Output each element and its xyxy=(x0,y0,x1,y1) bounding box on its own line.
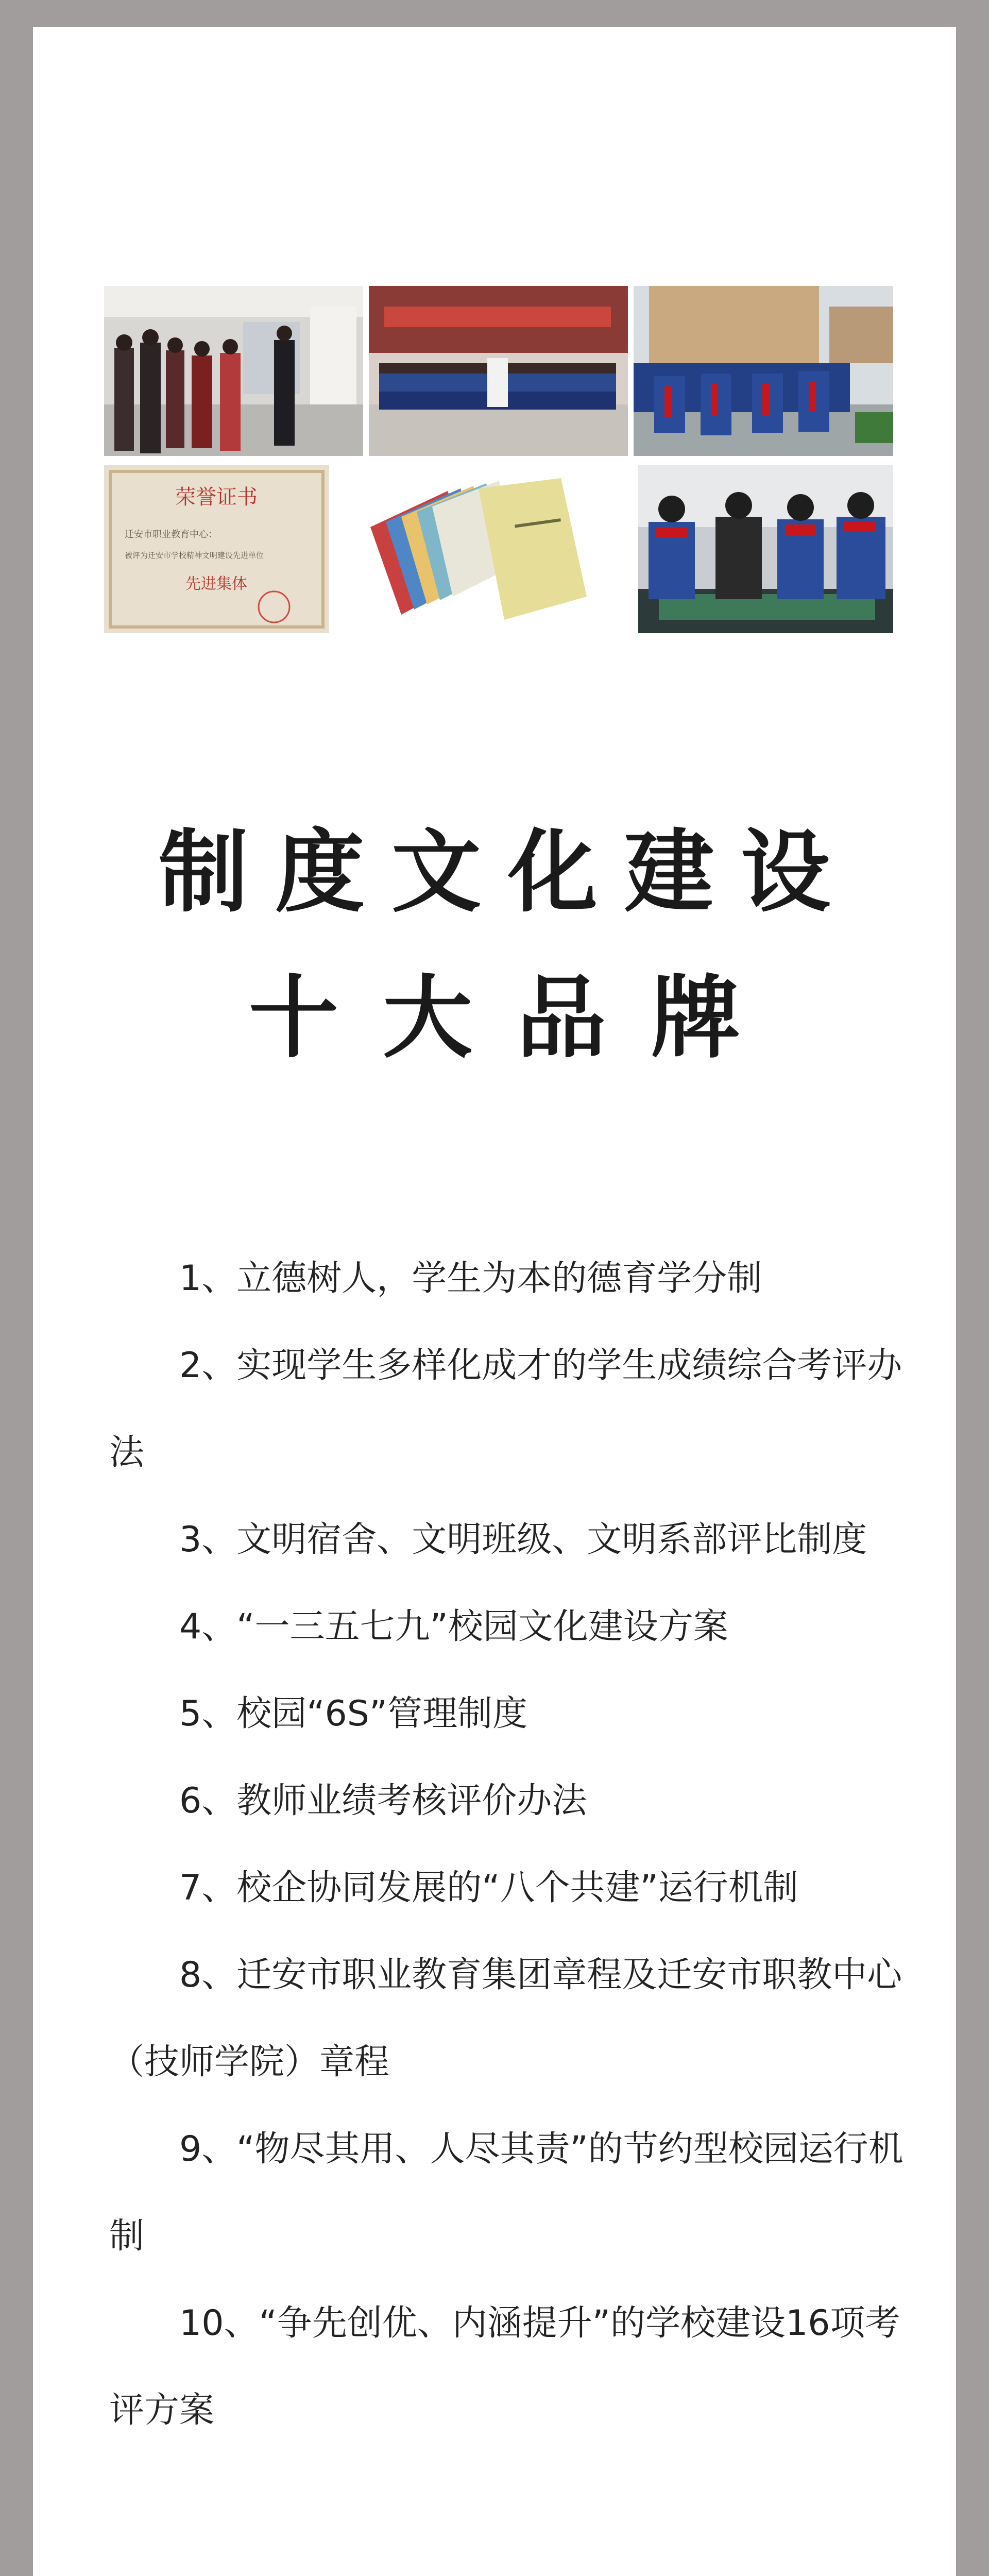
brand-list xyxy=(109,1235,913,2454)
certificate-award: 先进集体 xyxy=(185,575,247,593)
certificate-line2: 被评为迁安市学校精神文明建设先进单位 xyxy=(125,551,264,560)
photo-documents xyxy=(350,465,618,633)
title-line-1: 制度文化建设 xyxy=(158,820,857,925)
certificate-heading: 荣誉证书 xyxy=(175,485,258,509)
banner-panel xyxy=(33,27,956,2576)
photo-student-assembly xyxy=(369,286,628,456)
photo-parade xyxy=(634,286,893,456)
photo-honor-certificate xyxy=(104,465,329,633)
photo-workshop-training xyxy=(638,465,893,633)
list-item: 5、校园“6S”管理制度 xyxy=(179,1693,528,1734)
list-item: 7、校企协同发展的“八个共建”运行机制 xyxy=(179,1868,798,1908)
list-item: 10、“争先创优、内涵提升”的学校建设16项考评方案 xyxy=(109,2303,900,2431)
certificate-line1: 迁安市职业教育中心： xyxy=(125,529,217,540)
title-line-2: 十大品牌 xyxy=(248,966,785,1071)
list-item: 1、立德树人，学生为本的德育学分制 xyxy=(179,1258,762,1299)
list-item: 4、“一三五七九”校园文化建设方案 xyxy=(179,1606,728,1647)
list-item: 8、迁安市职业教育集团章程及迁安市职教中心（技师学院）章程 xyxy=(109,1955,902,2082)
list-item: 9、“物尽其用、人尽其责”的节约型校园运行机制 xyxy=(109,2129,903,2257)
list-item: 2、实现学生多样化成才的学生成绩综合考评办法 xyxy=(109,1345,902,1473)
list-item: 3、文明宿舍、文明班级、文明系部评比制度 xyxy=(179,1519,867,1560)
list-item: 6、教师业绩考核评价办法 xyxy=(179,1781,587,1821)
photo-collage xyxy=(104,286,893,662)
photo-hallway-visit xyxy=(104,286,363,456)
